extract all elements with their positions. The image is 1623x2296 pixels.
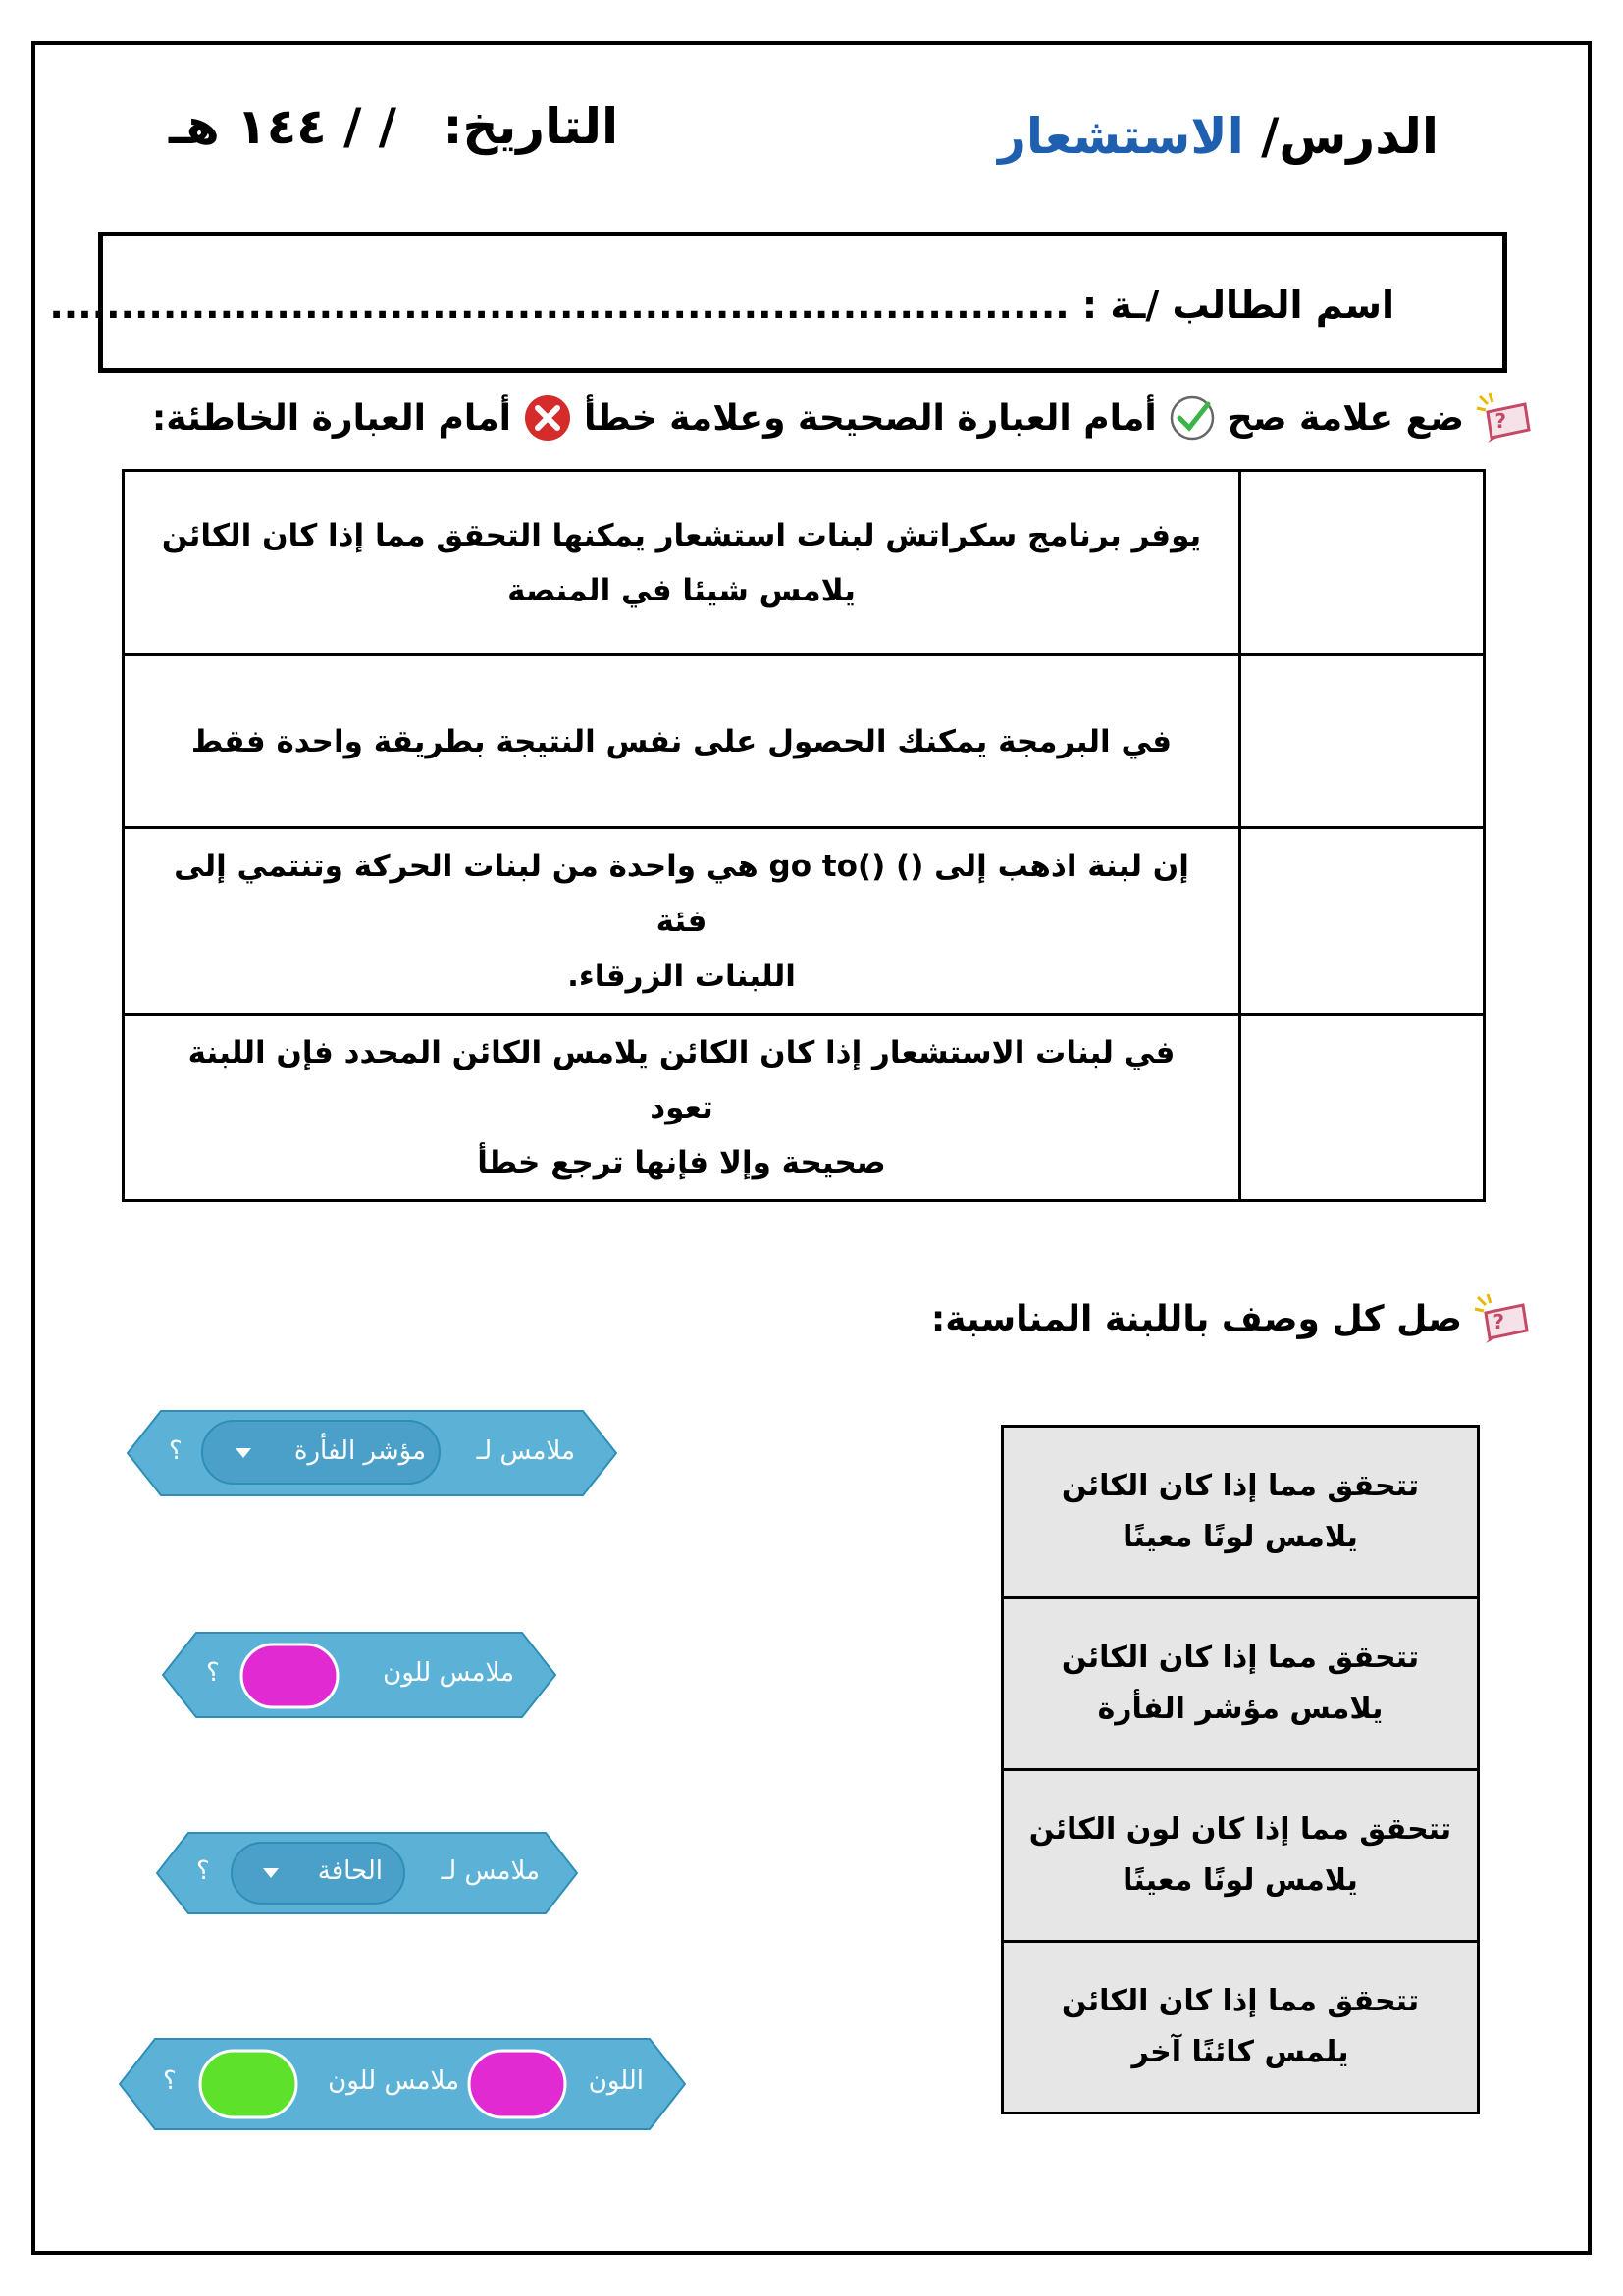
description-cell: تتحقق مما إذا كان الكائن يلمس كائنًا آخر xyxy=(1003,1942,1479,2113)
instruction-part3: أمام العبارة الخاطئة: xyxy=(151,397,512,439)
table-row xyxy=(124,828,1485,1015)
lesson-title xyxy=(998,108,1439,165)
table-row xyxy=(1003,1427,1479,1598)
description-cell: تتحقق مما إذا كان الكائن يلامس مؤشر الفأرة xyxy=(1003,1598,1479,1770)
block-label: اللون xyxy=(588,2066,644,2096)
date-label: التاريخ: xyxy=(443,98,619,155)
question-card-icon xyxy=(1476,392,1531,444)
table-row xyxy=(124,655,1485,828)
answer-cell[interactable] xyxy=(1240,471,1485,655)
answer-cell[interactable] xyxy=(1240,655,1485,828)
descriptions-table xyxy=(1001,1425,1480,2114)
block-label: ملامس للون xyxy=(383,1658,514,1688)
touching-mouse-pointer-block[interactable] xyxy=(126,1409,618,1497)
block-option: مؤشر الفأرة xyxy=(293,1436,426,1466)
svg-text:?: ? xyxy=(1492,1310,1504,1333)
statement-cell: في لبنات الاستشعار إذا كان الكائن يلامس الكائن المحدد فإن اللبنة تعود صحيحة وإلا فإنها ترجع خطأ xyxy=(124,1015,1240,1201)
date-field xyxy=(169,98,618,155)
touching-color-block[interactable] xyxy=(161,1631,557,1719)
block-question-mark: ؟ xyxy=(206,1658,220,1688)
instruction-part1: ضع علامة صح xyxy=(1227,397,1464,439)
block-label: ملامس للون xyxy=(328,2066,459,2096)
block-question-mark: ؟ xyxy=(163,2066,177,2096)
block-question-mark: ؟ xyxy=(169,1436,183,1466)
lesson-label: الدرس/ xyxy=(1261,108,1439,165)
block-question-mark: ؟ xyxy=(196,1856,210,1886)
table-row xyxy=(124,1015,1485,1201)
true-false-table xyxy=(122,469,1486,1202)
table-row xyxy=(1003,1770,1479,1942)
table-row xyxy=(1003,1942,1479,2113)
description-cell: تتحقق مما إذا كان لون الكائن يلامس لونًا معينًا xyxy=(1003,1770,1479,1942)
question-card-icon xyxy=(1474,1293,1529,1344)
instruction-part2: أمام العبارة الصحيحة وعلامة خطأ xyxy=(584,397,1157,439)
true-false-instruction xyxy=(152,392,1531,444)
touching-edge-block[interactable] xyxy=(155,1831,579,1915)
table-row xyxy=(124,471,1485,655)
check-mark-icon xyxy=(1169,394,1216,442)
student-name-label: اسم الطالب /ـة : ........................................................................ xyxy=(49,284,1394,327)
block-option: الحافة xyxy=(317,1856,383,1886)
statement-cell: في البرمجة يمكنك الحصول على نفس النتيجة بطريقة واحدة فقط xyxy=(124,655,1240,828)
lesson-topic: الاستشعار xyxy=(998,108,1244,165)
statement-cell: يوفر برنامج سكراتش لبنات استشعار يمكنها التحقق مما إذا كان الكائن يلامس شيئا في المنصة xyxy=(124,471,1240,655)
date-value: / / ١٤٤ هـ xyxy=(169,98,397,155)
color-touching-color-block[interactable] xyxy=(118,2037,687,2131)
table-row xyxy=(1003,1598,1479,1770)
svg-text:?: ? xyxy=(1494,409,1506,433)
block-label: ملامس لـ xyxy=(441,1856,540,1886)
cross-mark-icon xyxy=(523,393,572,443)
student-name-box xyxy=(49,232,1507,373)
description-cell: تتحقق مما إذا كان الكائن يلامس لونًا معينًا xyxy=(1003,1427,1479,1598)
matching-instruction-text: صل كل وصف باللبنة المناسبة: xyxy=(930,1298,1462,1339)
answer-cell[interactable] xyxy=(1240,828,1485,1015)
statement-cell: إن لبنة اذهب إلى () ()go to هي واحدة من لبنات الحركة وتنتمي إلى فئة اللبنات الزرقاء. xyxy=(124,828,1240,1015)
block-label: ملامس لـ xyxy=(476,1436,575,1466)
answer-cell[interactable] xyxy=(1240,1015,1485,1201)
matching-instruction xyxy=(931,1293,1529,1344)
